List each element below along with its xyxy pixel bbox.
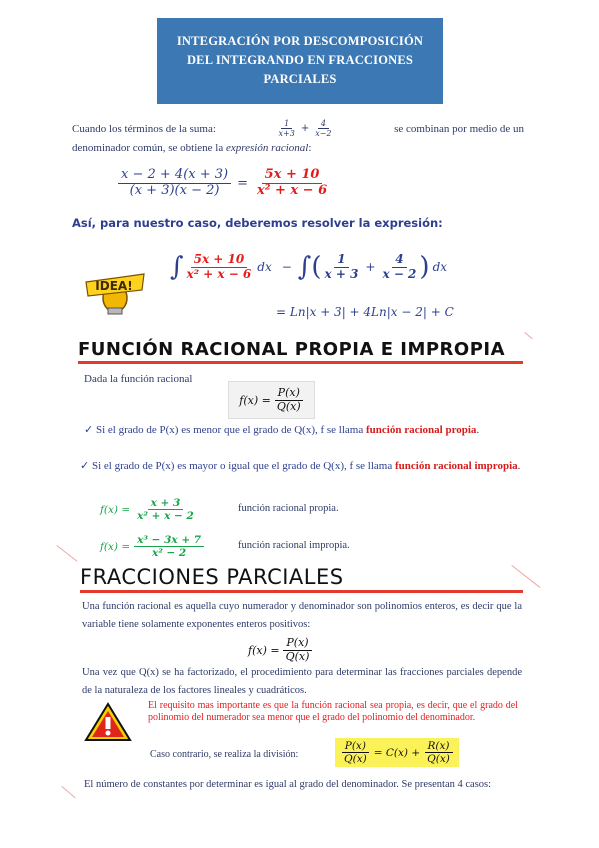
dada-text: Dada la función racional <box>84 373 193 385</box>
intro-frac-2: $\frac{4}{x-2}$ <box>315 119 332 139</box>
example-propia: f(x) = $\frac{x + 3}{\text{x² + x − 2}}$ <box>100 497 194 523</box>
title-line-1: INTEGRACIÓN POR DESCOMPOSICIÓN <box>176 34 424 48</box>
check-item-impropia: ✓ Si el grado de P(x) es mayor o igual que el grado de Q(x), f se llama función racional impropia. <box>80 460 521 472</box>
title-box <box>157 18 443 104</box>
scan-mark <box>524 332 532 339</box>
check-icon: ✓ <box>80 460 90 472</box>
example-propia-label: función racional propia. <box>238 503 339 514</box>
scan-mark <box>61 786 75 798</box>
intro-text-c: denominador común, se obtiene la <box>72 142 224 155</box>
intro-paragraph: Cuando los términos de la suma: $\frac{1}{x+3}$ + $\frac{4}{x-2}$ se combinan por medio de un denominador común, se obtiene la expresión racional: <box>72 119 524 155</box>
factor-paragraph: Una vez que Q(x) se ha factorizado, el procedimiento para determinar las fracciones parciales depende de la naturaleza de los factores lineales y cuadráticos. <box>82 667 522 696</box>
integral-expression: ∫ $\frac{5x + 10}{\text{x² + x − 6}}$ dx − ∫ ( $\frac{1}{x + 3}$ + $\frac{4}{x - 2}$ ) dx <box>170 251 448 282</box>
division-formula: $\frac{P(x)}{Q(x)}$ = C(x) + $\frac{R(x)}{Q(x)}$ <box>335 738 459 767</box>
definition-paragraph: Una función racional es aquella cuyo numerador y denominador son polinomios enteros, es decir que la variable tiene solamente exponentes enteros positivos: <box>82 601 522 630</box>
intro-text-a: Cuando los términos de la suma: <box>72 122 216 135</box>
section1-rule <box>78 361 523 364</box>
section2-rule <box>80 590 523 593</box>
title-line-3: PARCIALES <box>263 72 337 86</box>
integral-result: = Ln|x + 3| + 4Ln|x − 2| + C <box>276 305 454 319</box>
integral-frac-1: $\frac{1}{x + 3}$ <box>324 251 359 281</box>
asi-text: Así, para nuestro caso, deberemos resolver la expresión: <box>72 216 443 230</box>
scan-mark <box>511 565 540 588</box>
intro-sum: $\frac{1}{x+3}$ + $\frac{4}{x-2}$ <box>276 119 335 138</box>
function-box: f(x) = $\frac{P(x)}{Q(x)}$ <box>228 381 315 419</box>
integral-frac: $\frac{5x + 10}{\text{x² + x − 6}}$ <box>186 251 252 281</box>
check-item-propia: ✓ Si el grado de P(x) es menor que el grado de Q(x), f se llama función racional propia. <box>84 424 480 436</box>
section2-heading: FRACCIONES PARCIALES <box>80 565 344 589</box>
title-line-2: DEL INTEGRANDO EN FRACCIONES <box>186 53 414 67</box>
eq1-rhs: $\frac{5x + 10}{\text{x² + x − 6}}$ <box>257 167 328 198</box>
section1-heading: FUNCIÓN RACIONAL PROPIA E IMPROPIA <box>78 339 506 360</box>
warning-icon <box>84 702 132 742</box>
definition-formula: f(x) = $\frac{P(x)}{Q(x)}$ <box>248 637 312 663</box>
integral-frac-2: $\frac{4}{x - 2}$ <box>382 251 417 281</box>
eq1-lhs: $\frac{x - 2 + 4(x + 3)}{(x + 3)(x - 2)}$ <box>118 168 231 199</box>
check-icon: ✓ <box>84 424 94 436</box>
example-impropia-label: función racional impropia. <box>238 540 350 551</box>
intro-text-b: se combinan por medio de un <box>394 122 524 135</box>
intro-text-c-italic: expresión racional <box>225 142 309 155</box>
example-impropia: f(x) = $\frac{\text{x³ − 3x + 7}}{\text{x² − 2}}$ <box>100 534 204 559</box>
idea-icon <box>82 262 148 316</box>
idea-label: IDEA! <box>95 279 133 293</box>
warning-text: El requisito mas importante es que la función racional sea propia, es decir, que el grado del polinomio del numerador sea menor que el grado del polinomio del denominador. <box>148 700 518 723</box>
equation-combined: $\frac{x - 2 + 4(x + 3)}{(x + 3)(x - 2)}$ = $\frac{5x + 10}{\text{x² + x − 6}}$ <box>118 168 330 199</box>
scan-mark <box>56 545 77 562</box>
cases-paragraph: El número de constantes por determinar es igual al grado del denominador. Se presentan 4 casos: <box>84 779 492 790</box>
intro-frac-1: $\frac{1}{x+3}$ <box>278 119 295 139</box>
caso-text: Caso contrario, se realiza la división: <box>150 749 299 760</box>
